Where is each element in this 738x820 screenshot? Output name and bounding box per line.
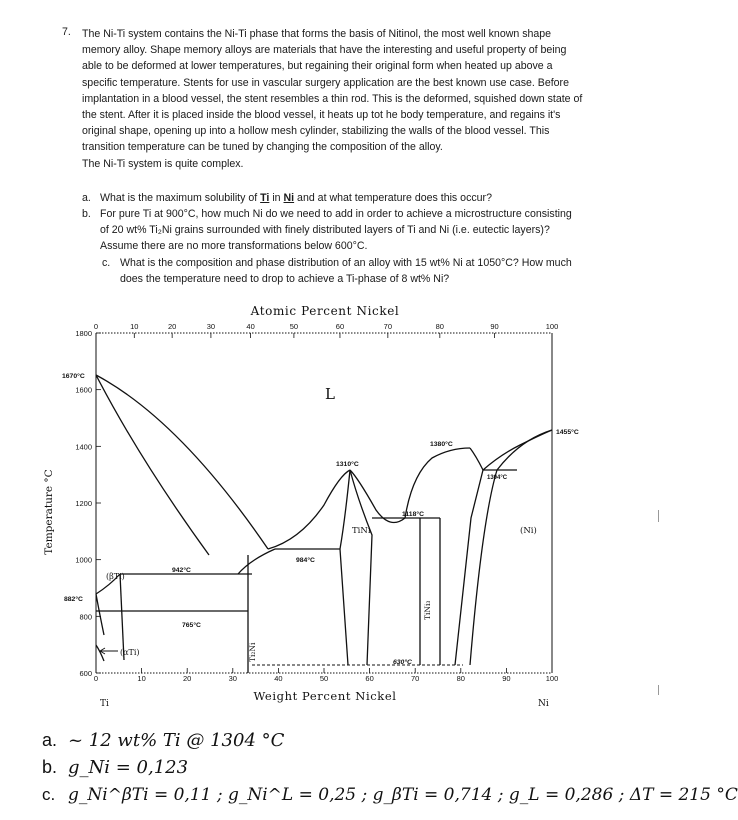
top-tick-label: 20	[167, 322, 177, 331]
top-axis-title: Atomic Percent Nickel	[250, 304, 400, 318]
ni-solidus	[497, 430, 552, 470]
phase-beta-ti: (βTi)	[106, 572, 125, 581]
phase-liquid: L	[325, 385, 335, 403]
bottom-tick-label: 30	[228, 674, 237, 683]
peritectic-left	[470, 448, 483, 470]
alpha-ti-arrow	[100, 648, 118, 654]
temp-765: 765°C	[182, 622, 201, 629]
edge-mark	[658, 685, 659, 695]
tini3-solvus-right	[455, 470, 483, 665]
bottom-tick-label: 70	[411, 674, 420, 683]
tini-left-boundary	[340, 470, 350, 665]
answer-a-label: a.	[42, 730, 58, 750]
phase-alpha-ti: (αTi)	[120, 648, 140, 657]
ti-liquidus	[96, 375, 268, 549]
y-tick-label: 600	[79, 669, 92, 678]
answer-b-text: g_Ni = 0,123	[68, 757, 189, 778]
bottom-tick-label: 10	[137, 674, 146, 683]
part-b	[82, 206, 582, 256]
top-tick-label: 40	[246, 322, 255, 331]
bottom-tick-label: 90	[502, 674, 511, 683]
top-tick-label: 80	[435, 322, 444, 331]
temp-942: 942°C	[172, 567, 191, 574]
phase-tini: TiNi	[352, 526, 371, 536]
temp-1380: 1380°C	[430, 441, 453, 448]
top-tick-label: 50	[289, 322, 299, 331]
part-a-label: a.	[82, 192, 91, 204]
axis-tick-labels	[75, 322, 558, 683]
y-tick-label: 1000	[75, 555, 92, 565]
top-tick-label: 30	[206, 322, 216, 331]
top-tick-label: 10	[130, 322, 139, 331]
tini-right-boundary	[350, 470, 372, 665]
answer-b-label: b.	[42, 757, 58, 777]
question-number: 7.	[62, 26, 71, 38]
ti2ni-peritectic	[238, 549, 275, 574]
axis-ticks	[96, 333, 552, 673]
ti-solidus	[96, 375, 209, 555]
phase-ni: (Ni)	[520, 526, 537, 536]
question-body	[82, 26, 584, 172]
bottom-tick-label: 100	[545, 674, 559, 683]
part-a-text: What is the maximum solubility of Ti in Ni and at what temperature does this occur?	[100, 192, 492, 204]
temperature-labels	[62, 372, 579, 666]
ni-liquidus	[483, 430, 552, 470]
bottom-tick-label: 20	[183, 674, 192, 683]
answer-a-text: ~ 12 wt% Ti @ 1304 °C	[68, 730, 285, 751]
edge-mark	[658, 510, 659, 522]
y-axis-title: Temperature °C	[43, 469, 55, 555]
y-tick-label: 1800	[75, 329, 92, 338]
temp-1118: 1118°C	[402, 511, 424, 518]
tini3-liquidus	[405, 448, 470, 518]
question-paragraph: The Ni-Ti system contains the Ni-Ti phase that forms the basis of Nitinol, the most well known shape memory alloy. Shape memory alloys are materials that have the interesting and useful property of being able to be deformed at lower temperatures, but regaining their original form when heated up above a specific temperature. Stents for use in vascular surgery application are the best known use case. Before implantation in a blood vessel, the stent resembles a thin rod. This is the deformed, squished down state of the stent. After it is placed inside the blood vessel, it heats up tot he body temperature, and regains it's original shape, opening up into a hollow mesh cylinder, stabilizing the walls of the blood vessel. This transition temperature can be tuned by changing the composition of the alloy.	[82, 28, 583, 154]
answer-c-text: g_Ni^βTi = 0,11 ; g_Ni^L = 0,25 ; g_βTi = 0,714 ; g_L = 0,286 ; ΔT = 215 °C	[68, 785, 738, 805]
bottom-tick-label: 0	[93, 674, 99, 683]
top-tick-label: 60	[335, 322, 345, 331]
top-tick-label: 100	[545, 322, 559, 331]
bottom-tick-label: 80	[456, 674, 465, 683]
ni-ti-phase-diagram	[0, 295, 664, 715]
part-c	[82, 255, 582, 289]
bottom-tick-label: 50	[319, 674, 329, 683]
temp-1304: 1304°C	[487, 475, 508, 481]
top-tick-label: 0	[93, 322, 99, 331]
temp-984: 984°C	[296, 557, 315, 564]
temp-1670: 1670°C	[62, 373, 85, 380]
y-tick-label: 1200	[75, 499, 92, 508]
ni-solvus	[470, 470, 497, 665]
temp-630: 630°C	[393, 659, 412, 666]
complex-line: The Ni-Ti system is quite complex.	[82, 157, 244, 170]
bottom-tick-label: 40	[274, 674, 283, 683]
part-c-text: What is the composition and phase distribution of an alloy with 15 wt% Ni at 1050°C? How much does the temperature need to drop to achieve a Ti-phase of 8 wt% Ni?	[120, 257, 572, 286]
tini-liquidus-left	[268, 470, 350, 549]
part-c-label: c.	[102, 257, 111, 269]
part-b-text: For pure Ti at 900°C, how much Ni do we need to add in order to achieve a microstructure consisting of 20 wt% Ti₂Ni grains surrounded with finely distributed layers of Ti and Ni (i.e. eutectic layers)? Assume there are no more transformations below 600°C.	[100, 208, 572, 253]
label-ti: Ti	[100, 699, 109, 709]
phase-boundaries	[96, 375, 552, 673]
temp-882: 882°C	[64, 596, 83, 603]
y-tick-label: 1400	[75, 442, 92, 452]
bottom-tick-label: 60	[365, 674, 374, 683]
temp-1310: 1310°C	[336, 461, 359, 468]
phase-ti2ni: Ti₂Ni	[248, 642, 257, 662]
alpha-beta-transus	[96, 594, 104, 635]
phase-labels	[106, 385, 537, 662]
top-tick-label: 70	[383, 322, 393, 331]
label-ni: Ni	[538, 699, 549, 709]
phase-tini3: TiNi₃	[423, 600, 432, 620]
y-tick-label: 1600	[75, 385, 92, 395]
part-b-label: b.	[82, 208, 91, 220]
y-tick-label: 800	[79, 612, 92, 622]
part-a	[82, 190, 582, 206]
bottom-axis-title: Weight Percent Nickel	[253, 689, 397, 703]
top-tick-label: 90	[490, 322, 499, 331]
answer-c-label: c.	[42, 785, 56, 804]
temp-1455: 1455°C	[556, 429, 579, 436]
